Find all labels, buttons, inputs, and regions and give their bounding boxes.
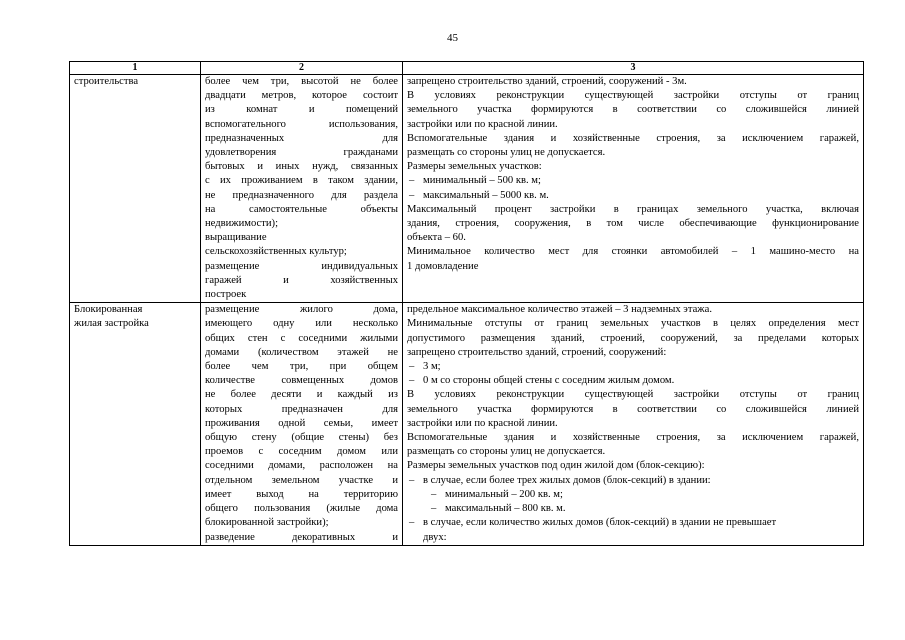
- text-line: здания, строения, сооружения, в том числе обеспечивающие функционирование: [407, 218, 859, 230]
- text-line: имеющего одну или несколько: [205, 318, 398, 330]
- text-line: с их проживанием в таком здании,: [205, 175, 398, 187]
- column-header: 1: [70, 62, 201, 75]
- text-line: Минимальное количество мест для стоянки автомобилей – 1 машино-место на: [407, 246, 859, 258]
- text-line: Максимальный процент застройки в границах земельного участка, включая: [407, 203, 859, 215]
- text-line: 1 домовладение: [407, 260, 479, 272]
- text-line: разведение декоративных и: [205, 531, 398, 543]
- sub-list-item: – максимальный – 800 кв. м.: [407, 502, 859, 516]
- text-line: объекта – 60.: [407, 232, 466, 244]
- text-line: недвижимости);: [205, 218, 279, 230]
- text-line: на самостоятельные объекты: [205, 203, 398, 215]
- text-line: общего пользования (жилые дома: [205, 503, 398, 515]
- text-line: застройки или по красной линии.: [407, 118, 558, 130]
- text-line: вспомогательного использования,: [205, 118, 398, 130]
- text-line: общую стену (общие стены) без: [205, 432, 398, 444]
- text-line: застройки или по красной линии.: [407, 417, 558, 429]
- list-item: – 3 м;: [407, 360, 859, 374]
- text-line: удовлетворения гражданами: [205, 147, 398, 159]
- text-line: двух:: [423, 531, 447, 543]
- parameters-cell: [403, 75, 864, 303]
- column-header: 3: [403, 62, 864, 75]
- text-line: предназначенных для: [205, 132, 398, 144]
- text-line: Размеры земельных участков под один жилой дом (блок-секцию):: [407, 460, 705, 472]
- list-item: – в случае, если количество жилых домов (блок-секций) в здании не превышает: [407, 516, 859, 530]
- text-line: отдельном земельном участке и: [205, 474, 398, 486]
- text-line: имеет выход на территорию: [205, 488, 398, 500]
- use-description-cell: [201, 75, 403, 303]
- text-line: количестве совмещенных домов: [205, 375, 398, 387]
- use-type-cell: [70, 303, 201, 545]
- text-line: двадцати метров, которое состоит: [205, 90, 398, 102]
- text-line: земельного участка формируются в соответствии со сложившейся линией: [407, 104, 859, 116]
- text-line: размещение индивидуальных: [205, 260, 398, 272]
- text-line: Вспомогательные здания и хозяйственные строения, за исключением гаражей,: [407, 132, 859, 144]
- text-line: домами (количеством этажей не: [205, 346, 398, 358]
- use-type-cell: [70, 75, 201, 303]
- list-item: – в случае, если более трех жилых домов (блок-секций) в здании:: [407, 474, 859, 488]
- text-line: запрещено строительство зданий, строений, сооружений:: [407, 346, 667, 358]
- text-line: проживания одной семьи, имеет: [205, 417, 398, 429]
- column-header: 2: [201, 62, 403, 75]
- list-item: – минимальный – 500 кв. м;: [407, 174, 859, 188]
- table-row: [70, 75, 864, 303]
- text-line: В условиях реконструкции существующей застройки отступы от границ: [407, 389, 859, 401]
- text-line: запрещено строительство зданий, строений, сооружений - 3м.: [407, 76, 687, 87]
- text-line: более чем три, при общем: [205, 361, 398, 373]
- text-line: допустимого размещения зданий, строений, сооружений, за пределами которых: [407, 332, 859, 344]
- text-line: выращивание: [205, 232, 267, 244]
- table-row: [70, 303, 864, 545]
- text-line: более чем три, высотой не более: [205, 76, 398, 87]
- text-line: не предназначенного для раздела: [205, 189, 398, 201]
- text-line: проемов с соседним домом или: [205, 446, 398, 458]
- text-line: гаражей и хозяйственных: [205, 274, 398, 286]
- use-description-cell: [201, 303, 403, 545]
- list-item: – максимальный – 5000 кв. м.: [407, 189, 859, 203]
- regulations-table: [69, 61, 864, 546]
- text-line: земельного участка формируются в соответствии со сложившейся линией: [407, 403, 859, 415]
- text-line: сельскохозяйственных культур;: [205, 246, 347, 258]
- sub-list-item: – минимальный – 200 кв. м;: [407, 488, 859, 502]
- table-header-row: [70, 62, 864, 75]
- text-line: бытовых и иных нужд, связанных: [205, 161, 398, 173]
- text-line: соседними домами, расположен на: [205, 460, 398, 472]
- use-type-name: Блокированная: [74, 304, 143, 316]
- text-line: Вспомогательные здания и хозяйственные строения, за исключением гаражей,: [407, 432, 859, 444]
- page-number: 45: [447, 32, 458, 44]
- list-item: – 0 м со стороны общей стены с соседним жилым домом.: [407, 374, 859, 388]
- text-line: Минимальные отступы от границ земельных участков в целях определения мест: [407, 318, 859, 330]
- text-line: размещать со стороны улиц не допускается.: [407, 446, 606, 458]
- text-line: размещать со стороны улиц не допускается.: [407, 147, 606, 159]
- parameters-cell: [403, 303, 864, 545]
- text-line: блокированной застройки);: [205, 517, 329, 529]
- text-line: общих стен с соседними жилыми: [205, 332, 398, 344]
- text-line: не более десяти и каждый из: [205, 389, 398, 401]
- use-type-name: жилая застройка: [74, 318, 149, 330]
- text-line: которых предназначен для: [205, 403, 398, 415]
- text-line: Размеры земельных участков:: [407, 161, 542, 173]
- use-type-name: строительства: [74, 76, 139, 87]
- text-line: размещение жилого дома,: [205, 304, 398, 316]
- text-line: предельное максимальное количество этажей – 3 надземных этажа.: [407, 304, 712, 316]
- text-line: построек: [205, 289, 247, 301]
- text-line: В условиях реконструкции существующей застройки отступы от границ: [407, 90, 859, 102]
- text-line: из комнат и помещений: [205, 104, 398, 116]
